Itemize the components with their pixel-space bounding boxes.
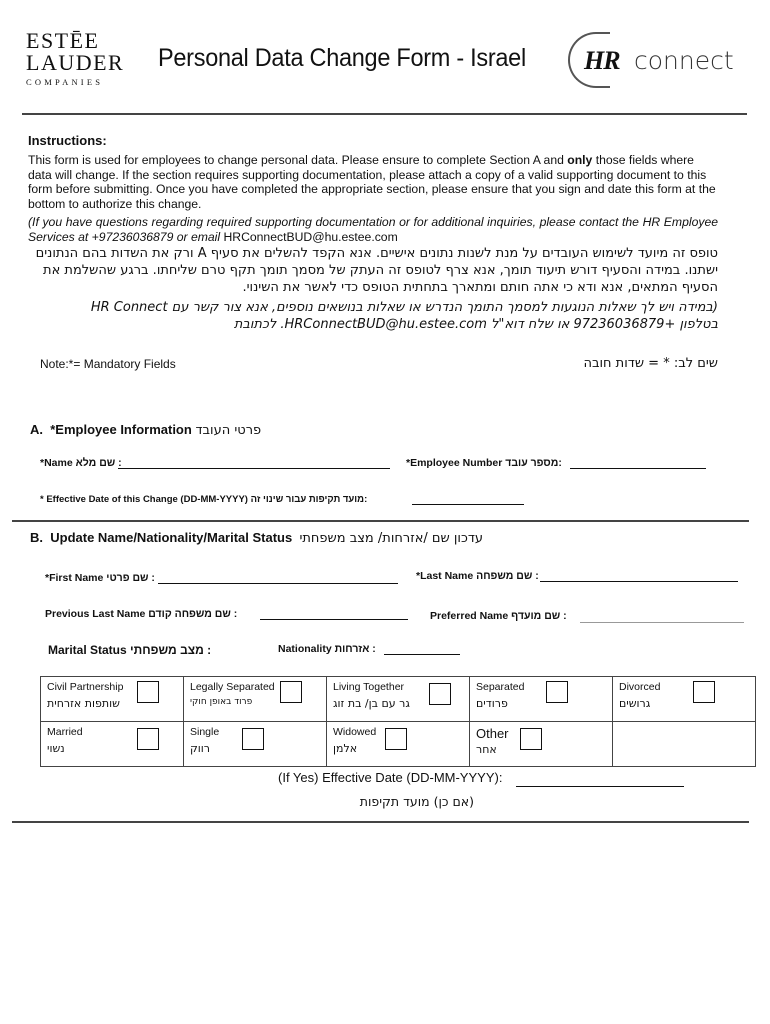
status-cell: [41, 677, 184, 722]
instructions-text-b: those fields where data will change. If the section requires supporting documentation, please attach a copy of a valid supporting document to this form before submitting. Once you have completed the appropriate section, please ensure that you sign and date this form at the bottom to authorize this change.: [28, 153, 716, 211]
status-cell: [327, 677, 470, 722]
section-a-title-hebrew: פרטי העובד: [195, 423, 262, 438]
status-label-hebrew: פרוד באופן חוקי: [190, 697, 253, 707]
logo-line-3: COMPANIES: [26, 77, 104, 87]
status-label-hebrew: נשוי: [47, 742, 65, 755]
section-a-letter: A.: [30, 422, 43, 437]
if-yes-label-hebrew: (אם כן) מועד תקיפות: [359, 794, 474, 809]
section-b-heading: [30, 530, 483, 546]
section-b-letter: B.: [30, 530, 43, 545]
widowed-checkbox[interactable]: [385, 728, 407, 750]
first-name-label: *First Name שם פרטי :: [45, 572, 155, 584]
header-divider: [22, 113, 747, 115]
status-label: Married: [47, 726, 83, 738]
name-label: *Name שם מלא :: [40, 457, 122, 469]
footer-divider: [12, 821, 749, 823]
status-label-hebrew: אלמן: [333, 742, 358, 755]
instructions-text-a: This form is used for employees to change personal data. Please ensure to complete Section A and: [28, 153, 568, 167]
logo-connect-text: connect: [634, 46, 734, 75]
status-label: Separated: [476, 681, 525, 693]
name-field[interactable]: [118, 468, 390, 469]
divorced-checkbox[interactable]: [693, 681, 715, 703]
last-name-field[interactable]: [540, 581, 738, 582]
status-label: Widowed: [333, 726, 377, 738]
instructions-hebrew-contact: (במידה ויש לך שאלות הנוגעות למסמך התומך הנדרש או שאלות בנושאים נוספים, אנא צור קשר עם HR Connect בטלפון +97236036879 או שלח דוא"ל HRConnectBUD@hu.estee.com. לכתובת: [90, 300, 718, 332]
status-cell: [327, 722, 470, 767]
effective-date-field[interactable]: [412, 504, 524, 505]
contact-text: (If you have questions regarding required supporting documentation or for additional inquiries, please contact the HR Employee Services at +97236036879 or email: [28, 215, 718, 244]
effective-date-label: * Effective Date of this Change (DD-MM-YYYY) מועד תקיפות עבור שינוי זה:: [40, 494, 368, 505]
status-label-hebrew: אחר: [476, 743, 497, 756]
status-cell: [184, 722, 327, 767]
logo-hr-text: HR: [584, 46, 620, 75]
status-cell: [470, 722, 613, 767]
contact-email: HRConnectBUD@hu.estee.com: [223, 229, 398, 244]
status-label-hebrew: פרודים: [476, 697, 508, 710]
status-cell: [41, 722, 184, 767]
if-yes-label: (If Yes) Effective Date (DD-MM-YYYY):: [278, 770, 503, 785]
preferred-name-field[interactable]: [580, 622, 744, 623]
status-cell: [470, 677, 613, 722]
estee-lauder-logo: [26, 30, 124, 87]
logo-line-2: LAUDER: [26, 50, 125, 75]
preferred-name-label: Preferred Name שם מועדף :: [430, 610, 567, 622]
legally-separated-checkbox[interactable]: [280, 681, 302, 703]
mandatory-note: Note:*= Mandatory Fields: [40, 357, 176, 371]
status-label-hebrew: רווק: [190, 742, 211, 755]
if-yes-date-field[interactable]: [516, 786, 684, 787]
status-label: Civil Partnership: [47, 681, 124, 693]
mandatory-note-hebrew: שים לב: * = שדות חובה: [583, 356, 718, 371]
separated-checkbox[interactable]: [546, 681, 568, 703]
section-a-title: *Employee Information: [50, 422, 192, 437]
previous-last-name-label: Previous Last Name שם משפחה קודם :: [45, 608, 238, 620]
employee-number-field[interactable]: [570, 468, 706, 469]
status-label-hebrew: שותפות אזרחית: [47, 697, 120, 710]
civil-partnership-checkbox[interactable]: [137, 681, 159, 703]
instructions-hebrew: טופס זה מיועד לשימוש העובדים על מנת לשנות נתונים אישיים. אנא הקפד להשלים את סעיף A ורק את השדות בהם הנתונים ישתנו. במידה והסעיף דורש תיעוד תומך, אנא צרף לטופס זה העתק של מסמך תומך תקף טרם שליחתו. ברגע שהשלמת את הסעיף המתאים, אנא ודא כי אתה חותם ומתארך בתחתית הטופס כדי לאשר את השינוי.: [35, 246, 718, 295]
status-label: Other: [476, 726, 509, 741]
status-cell: [184, 677, 327, 722]
other-checkbox[interactable]: [520, 728, 542, 750]
status-label-hebrew: גרושים: [619, 697, 651, 710]
status-label-hebrew: גר עם בן/ בת זוג: [333, 697, 410, 710]
instructions-only: only: [567, 153, 593, 167]
instructions-heading: Instructions:: [28, 133, 107, 148]
section-b-title-hebrew: עדכון שם /אזרחות/ מצב משפחתי: [299, 531, 484, 546]
marital-status-label: Marital Status מצב משפחתי :: [48, 643, 212, 657]
section-b-title: Update Name/Nationality/Marital Status: [50, 530, 293, 545]
nationality-label: Nationality אזרחות :: [278, 643, 376, 655]
last-name-label: *Last Name שם משפחה :: [416, 570, 539, 582]
married-checkbox[interactable]: [137, 728, 159, 750]
instructions-contact: [28, 215, 718, 244]
status-cell-empty: [613, 722, 756, 767]
instructions-paragraph: [28, 153, 718, 211]
status-label: Living Together: [333, 681, 405, 693]
living-together-checkbox[interactable]: [429, 683, 451, 705]
logo-line-1: ESTĒE: [26, 28, 100, 53]
page-title: Personal Data Change Form - Israel: [158, 44, 526, 72]
marital-status-table: [40, 676, 756, 767]
previous-last-name-field[interactable]: [260, 619, 408, 620]
status-label: Single: [190, 726, 220, 738]
first-name-field[interactable]: [158, 583, 398, 584]
status-cell: [613, 677, 756, 722]
status-label: Legally Separated: [190, 681, 275, 693]
employee-number-label: *Employee Number מספר עובד:: [406, 457, 562, 469]
section-a-heading: [30, 422, 261, 438]
nationality-field[interactable]: [384, 654, 460, 655]
section-divider: [12, 520, 749, 522]
single-checkbox[interactable]: [242, 728, 264, 750]
status-label: Divorced: [619, 681, 661, 693]
hr-connect-logo: [568, 32, 738, 84]
